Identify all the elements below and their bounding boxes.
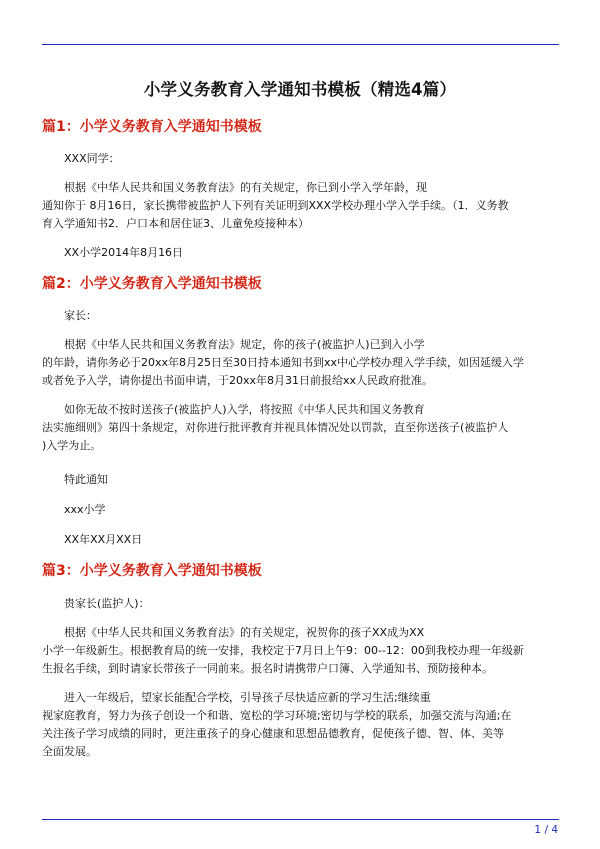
- section-2-para-1-line-2: 的年龄，请你务必于20xx年8月25日至30日持本通知书到xx中心学校办理入学手续，如因延缓入学: [42, 356, 525, 369]
- section-2-para-2-line-2: 法实施细则》第四十条规定，对你进行批评教育并视具体情况处以罚款，直至你送孩子(被监护人: [42, 421, 509, 434]
- section-2-date: XX年XX月XX日: [64, 533, 143, 546]
- section-1-date: XX小学2014年8月16日: [64, 246, 184, 259]
- section-2-para-1-line-3: 或者免予入学，请你提出书面申请，于20xx年8月31日前报给xx人民政府批准。: [42, 374, 434, 387]
- section-2-para-1-line-1: 根据《中华人民共和国义务教育法》规定，你的孩子(被监护人)已到入小学: [64, 338, 425, 351]
- section-1-heading: 篇1：小学义务教育入学通知书模板: [42, 119, 262, 135]
- section-1-para-1-line-1: 根据《中华人民共和国义务教育法》的有关规定，你已到小学入学年龄，现: [64, 181, 427, 194]
- section-3-para-2-line-2: 视家庭教育，努力为孩子创设一个和谐、宽松的学习环境;密切与学校的联系，加强交流与沟通;在: [42, 709, 512, 722]
- section-3-greeting: 贵家长(监护人)：: [64, 597, 150, 610]
- header-rule: [42, 44, 559, 45]
- footer-rule: [42, 819, 559, 820]
- section-2-notice: 特此通知: [64, 473, 108, 486]
- section-2-heading: 篇2：小学义务教育入学通知书模板: [42, 276, 262, 292]
- section-1-para-1-line-2: 通知你于 8月16日，家长携带被监护人下列有关证明到XXX学校办理小学入学手续。（1．义务教: [42, 199, 509, 212]
- section-3-para-2-line-1: 进入一年级后，望家长能配合学校，引导孩子尽快适应新的学习生活;继续重: [64, 691, 431, 704]
- section-2-school: xxx小学: [64, 503, 106, 516]
- section-1-para-1-line-3: 育入学通知书2．户口本和居住证3、儿童免疫接种本）: [42, 217, 309, 230]
- page-number: 1 / 4: [534, 824, 558, 836]
- section-3-para-1-line-1: 根据《中华人民共和国义务教育法》的有关规定，祝贺你的孩子XX成为XX: [64, 626, 425, 639]
- section-3-heading: 篇3：小学义务教育入学通知书模板: [42, 563, 262, 579]
- section-3-para-1-line-2: 小学一年级新生。根据教育局的统一安排，我校定于7月日上午9：00--12：00到我校办理一年级新: [42, 644, 524, 657]
- section-3-para-1-line-3: 生报名手续，到时请家长带孩子一同前来。报名时请携带户口簿、入学通知书、预防接种本。: [42, 662, 493, 675]
- section-2-para-2-line-3: )入学为止。: [42, 439, 102, 452]
- section-2-para-2-line-1: 如你无故不按时送孩子(被监护人)入学，将按照《中华人民共和国义务教育: [64, 403, 425, 416]
- section-3-para-2-line-3: 关注孩子学习成绩的同时，更注重孩子的身心健康和思想品德教育，促使孩子德、智、体、美等: [42, 727, 504, 740]
- section-3-para-2-line-4: 全面发展。: [42, 745, 97, 758]
- section-1-greeting: XXX同学：: [64, 152, 120, 165]
- document-title: 小学义务教育入学通知书模板（精选4篇）: [143, 80, 457, 99]
- section-2-greeting: 家长：: [64, 309, 97, 322]
